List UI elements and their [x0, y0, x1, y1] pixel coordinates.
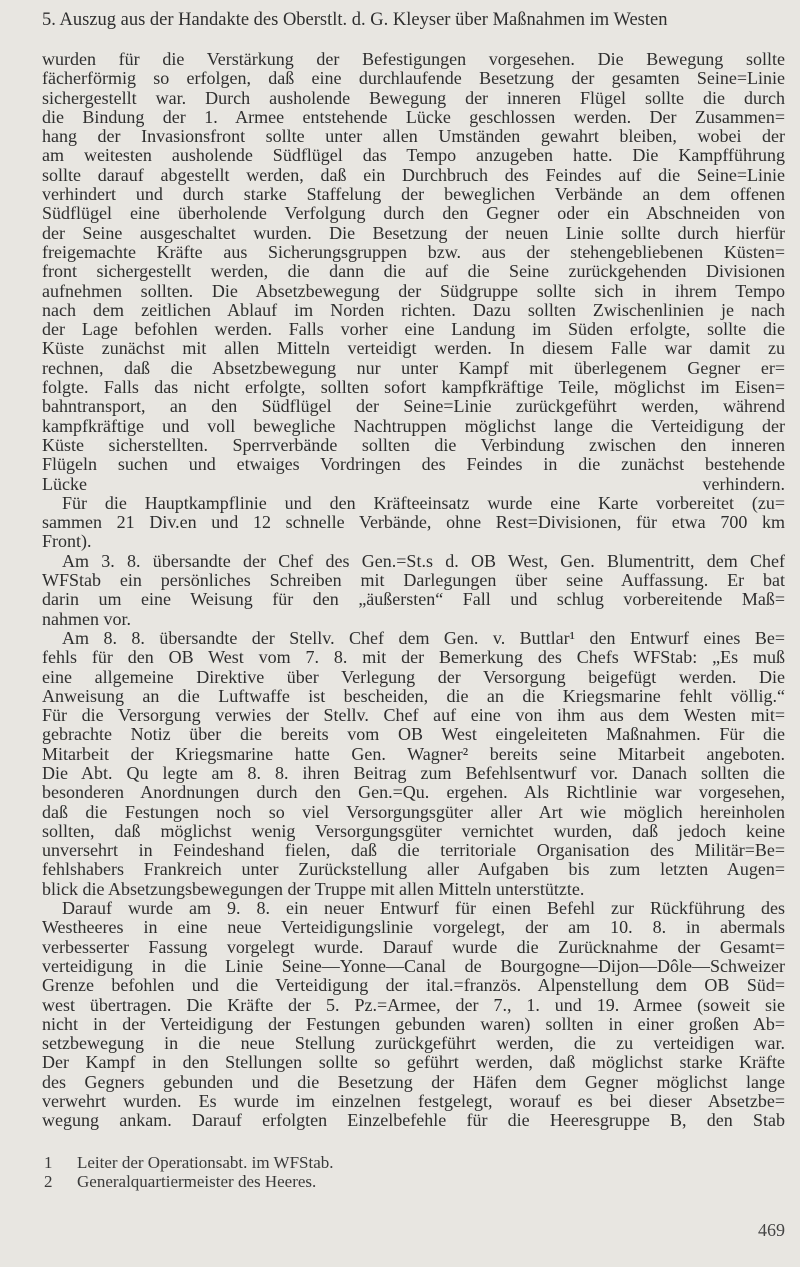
text-line: Darauf wurde am 9. 8. ein neuer Entwurf für einen Befehl zur Rückführung des — [62, 898, 785, 919]
text-line: Mitarbeit der Kriegsmarine hatte Gen. Wagner² bereits seine Mitarbeit angeboten. — [42, 743, 785, 764]
text-line: kampfkräftige und voll bewegliche Nachtruppen möglichst lange die Verteidigung der — [42, 415, 785, 436]
text-line: sollten, daß möglichst wenig Versorgungsgüter vernichtet wurden, daß jedoch keine — [42, 820, 785, 841]
footnote-number: 2 — [44, 1172, 53, 1191]
text-line: am weitesten ausholende Südflügel das Tempo anzugeben hatte. Die Kampfführung — [42, 145, 785, 166]
text-line: daß die Festungen noch so viel Versorgungsgüter aller Art wie möglich hereinholen — [42, 801, 785, 822]
text-line: Am 3. 8. übersandte der Chef des Gen.=St.s d. OB West, Gen. Blumentritt, dem Chef — [62, 550, 785, 571]
text-line: Für die Versorgung verwies der Stellv. Chef auf eine von ihm aus dem Westen mit= — [42, 705, 785, 726]
text-line: nicht in der Verteidigung der Festungen gebunden waren) sollten in einer großen Ab= — [42, 1013, 785, 1034]
paragraph — [42, 899, 785, 1131]
text-line: darin um eine Weisung für den „äußersten“ Fall und schlug vorbereitende Maß= — [42, 589, 785, 610]
text-line: besonderen Anordnungen durch den Gen.=Qu. ergehen. Als Richtlinie war vorgesehen, — [42, 782, 785, 803]
text-line: Front). — [42, 531, 92, 552]
text-line: bahntransport, an den Südflügel der Seine=Linie zurückgeführt werden, während — [42, 396, 785, 417]
text-line: verhindert und durch starke Staffelung der beweglichen Verbände an dem offenen — [42, 184, 785, 205]
text-line: Grenze befohlen und die Verteidigung der ital.=französ. Alpenstellung dem OB Süd= — [42, 975, 785, 996]
text-line: sollte darauf abgestellt werden, daß ein Durchbruch des Feindes auf die Seine=Linie — [42, 164, 785, 185]
text-line: blick die Absetzungsbewegungen der Truppe mit allen Mitteln unterstützte. — [42, 878, 585, 899]
text-line: Die Abt. Qu legte am 8. 8. ihren Beitrag zum Befehlsentwurf vor. Danach sollten die — [42, 762, 785, 783]
text-line: rechnen, daß die Absetzbewegung nur unter Kampf mit überlegenem Gegner er= — [42, 357, 785, 378]
text-line: sichergestellt war. Durch ausholende Bewegung der inneren Flügel sollte die durch — [42, 87, 785, 108]
text-line: Westheeres in eine neue Verteidigungslinie vorgelegt, der am 10. 8. in abermals — [42, 917, 785, 938]
text-line: fächerförmig so erfolgen, daß eine durchlaufende Besetzung der gesamten Seine=Linie — [42, 68, 785, 89]
body-text — [42, 50, 785, 1131]
footnote-text: Generalquartiermeister des Heeres. — [77, 1172, 317, 1191]
text-line: setzbewegung in die neue Stellung zurückgeführt werden, die zu verteidigen war. — [42, 1033, 785, 1054]
text-line: Küste zunächst mit allen Mitteln verteidigt werden. In diesem Falle war damit zu — [42, 338, 785, 359]
text-line: Flügeln suchen und etwaiges Vordringen des Feindes in die zunächst bestehende — [42, 454, 785, 475]
footnote-text: Leiter der Operationsabt. im WFStab. — [77, 1153, 334, 1172]
text-line: west übertragen. Die Kräfte der 5. Pz.=Armee, der 7., 1. und 19. Armee (soweit sie — [42, 994, 785, 1015]
text-line: der Lage befohlen werden. Falls vorher eine Landung im Süden erfolgte, sollte die — [42, 319, 785, 340]
text-line: Der Kampf in den Stellungen sollte so geführt werden, daß möglichst starke Kräfte — [42, 1052, 785, 1073]
text-line: verbesserter Fassung vorgelegt wurde. Darauf wurde die Zurücknahme der Gesamt= — [42, 936, 785, 957]
text-line: verteidigung in die Linie Seine—Yonne—Canal de Bourgogne—Dijon—Dôle—Schweizer — [42, 955, 785, 976]
text-line: Für die Hauptkampflinie und den Kräfteeinsatz wurde eine Karte vorbereitet (zu= — [62, 492, 785, 513]
footnote-number: 1 — [44, 1153, 53, 1172]
paragraph — [42, 50, 785, 494]
text-line: WFStab ein persönliches Schreiben mit Darlegungen über seine Auffassung. Er bat — [42, 570, 785, 591]
text-line: fehls für den OB West vom 7. 8. mit der Bemerkung des Chefs WFStab: „Es muß — [42, 647, 785, 668]
text-line: wegung ankam. Darauf erfolgten Einzelbefehle für die Heeresgruppe B, den Stab — [42, 1110, 785, 1131]
paragraph — [42, 494, 785, 552]
text-line: gebrachte Notiz über die bereits vom OB West eingeleiteten Maßnahmen. Für die — [42, 724, 785, 745]
text-line: des Gegners gebunden und die Besetzung der Häfen dem Gegner möglichst lange — [42, 1071, 785, 1092]
text-line: verwehrt wurden. Es wurde im einzelnen festgelegt, worauf es bei dieser Absetzbe= — [42, 1091, 785, 1112]
paragraph — [42, 552, 785, 629]
text-line: nahmen vor. — [42, 608, 131, 629]
text-line: der Seine ausgeschaltet wurden. Die Besetzung der neuen Linie sollte durch hierfür — [42, 222, 785, 243]
text-line: hang der Invasionsfront sollte unter allen Umständen gewahrt bleiben, wobei der — [42, 126, 785, 147]
footnote — [44, 1172, 644, 1191]
text-line: aufnehmen sollten. Die Absetzbewegung der Südgruppe sollte sich in ihrem Tempo — [42, 280, 785, 301]
text-line: Am 8. 8. übersandte der Stellv. Chef dem Gen. v. Buttlar¹ den Entwurf eines Be= — [62, 627, 785, 648]
text-line: Südflügel eine überholende Verfolgung durch den Gegner oder ein Abschneiden von — [42, 203, 785, 224]
text-line: sammen 21 Div.en und 12 schnelle Verbände, ohne Rest=Divisionen, für etwa 700 km — [42, 512, 785, 533]
text-line: front sichergestellt werden, die dann die auf die Seine zurückgehenden Divisionen — [42, 261, 785, 282]
text-line: fehlshabers Frankreich unter Zurückstellung aller Aufgaben bis zum letzten Augen= — [42, 859, 785, 880]
text-line: folgte. Falls das nicht erfolgte, sollten sofort kampfkräftige Teile, möglichst im Eisen= — [42, 377, 785, 398]
text-line: unversehrt in Feindeshand fielen, daß die territoriale Organisation des Militär=Be= — [42, 840, 785, 861]
text-line: eine allgemeine Direktive über Verlegung der Versorgung beigefügt werden. Die — [42, 666, 785, 687]
text-line: nach dem zeitlichen Ablauf im Norden richten. Dazu sollten Zwischenlinien je nach — [42, 299, 785, 320]
footnote — [44, 1153, 644, 1172]
page-number: 469 — [758, 1220, 785, 1240]
text-line: Lücke verhindern. — [42, 473, 785, 494]
text-line: die Bindung der 1. Armee entstehende Lücke geschlossen werden. Der Zusammen= — [42, 106, 785, 127]
paragraph — [42, 629, 785, 899]
text-line: Anweisung an die Luftwaffe ist bescheiden, die an die Kriegsmarine fehlt völlig.“ — [42, 685, 785, 706]
text-line: Küste sicherstellten. Sperrverbände sollten die Verbindung zwischen den inneren — [42, 434, 785, 455]
text-line: freigemachte Kräfte aus Sicherungsgruppen bzw. aus der stehengebliebenen Küsten= — [42, 241, 785, 262]
running-header: 5. Auszug aus der Handakte des Oberstlt. d. G. Kleyser über Maßnahmen im Westen — [42, 10, 668, 30]
text-line: wurden für die Verstärkung der Befestigungen vorgesehen. Die Bewegung sollte — [42, 49, 785, 69]
